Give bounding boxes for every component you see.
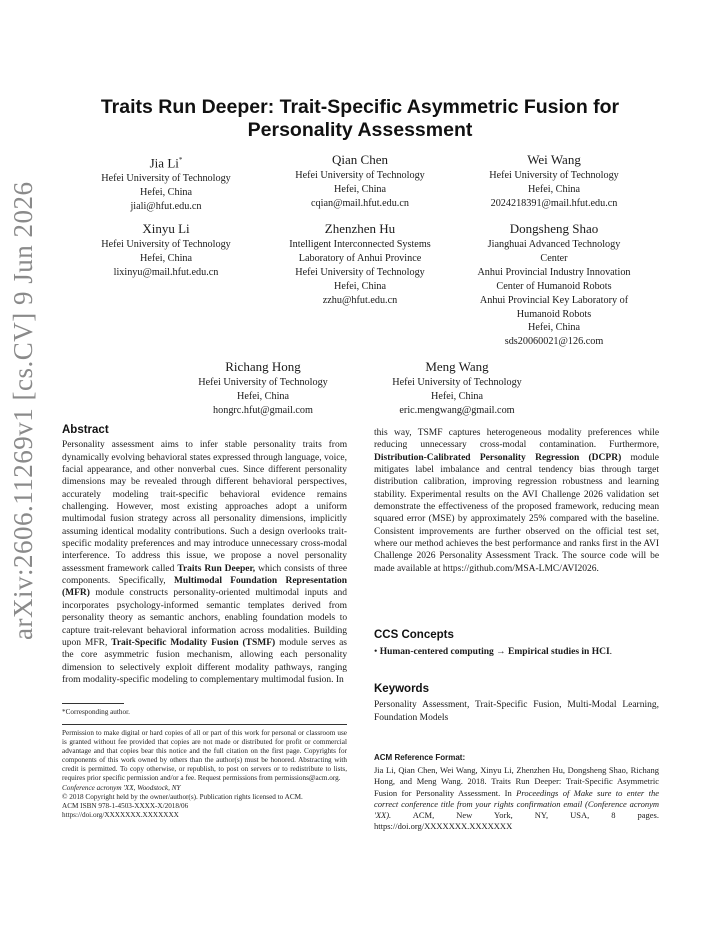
author-name: Zhenzhen Hu <box>324 221 396 236</box>
affiliation: Hefei University of Technology <box>198 377 328 388</box>
keywords-heading: Keywords <box>374 683 429 695</box>
location: Hefei, China <box>430 390 484 402</box>
email: eric.mengwang@gmail.com <box>399 404 515 416</box>
affiliation: Jianghuai Advanced Technology <box>487 239 621 250</box>
acm-reference-section <box>374 752 659 832</box>
email: jiali@hfut.edu.cn <box>130 201 202 213</box>
author-name: Wei Wang <box>527 152 581 167</box>
author-wei-wang <box>464 152 644 211</box>
title-line-1: Traits Run Deeper: Trait-Specific Asymmetric Fusion for <box>100 96 620 118</box>
abstract-body-left: Personality assessment aims to infer stable personality traits from dynamically evolving behavioral states expressed through language, voice, facial appearance, and other nonverbal cues. Since different personality dimensions may be revealed through different behavioral perspectives, accurately modeling trait-specific behavioral evidence remains challenging. However, most existing approaches adopt a uniform multimodal fusion strategy across all personality dimensions, implicitly assuming identical modality contributions. Such a design overlooks trait-specific modality preferences and may introduce unnecessary cross-modal interference. To address this issue, we propose a novel personality assessment framework called Traits Run Deeper, which consists of three components. Specifically, Multimodal Foundation Representation (MFR) module constructs personality-oriented multimodal inputs and incorporates psychology-informed semantic templates derived from personality theory as semantic anchors, enabling foundation models to capture trait-relevant behavioral information across modalities. Building upon MFR, Trait-Specific Modality Fusion (TSMF) module serves as the core asymmetric fusion mechanism, allowing each personality dimension to selectively exploit different modality pathways, ranging from modality-specific modeling to complementary multimodal fusion. In <box>62 440 348 685</box>
location: Hefei, China <box>333 280 387 292</box>
title-line-2: Personality Assessment <box>247 119 473 141</box>
author-xinyu-li <box>76 221 256 280</box>
affiliation: Laboratory of Anhui Province <box>298 252 422 264</box>
keywords-text: Personality Assessment, Trait-Specific Fusion, Multi-Modal Learning, Foundation Models <box>374 700 659 723</box>
ccs-section: CCS Concepts • Human-centered computing → Empirical studies in HCI. <box>374 629 659 659</box>
email: lixinyu@mail.hfut.edu.cn <box>113 266 219 278</box>
ccs-concept: Human-centered computing → Empirical studies in HCI <box>379 647 610 658</box>
affiliation: Hefei University of Technology <box>392 377 522 388</box>
affiliation: Anhui Provincial Key Laboratory of <box>479 294 629 306</box>
author-richang-hong <box>173 359 353 418</box>
doi-line: https://doi.org/XXXXXXX.XXXXXXX <box>62 810 179 819</box>
footnote-rule <box>62 703 124 704</box>
author-name: Jia Li* <box>149 155 183 171</box>
abstract-heading: Abstract <box>62 424 109 436</box>
author-name: Qian Chen <box>332 152 388 167</box>
keywords-section <box>374 683 659 724</box>
affiliation: Center <box>540 252 568 264</box>
email: hongrc.hfut@gmail.com <box>213 404 313 416</box>
location: Hefei, China <box>139 187 193 199</box>
conference-line: Conference acronym 'XX, Woodstock, NY <box>62 783 181 792</box>
affiliation: Intelligent Interconnected Systems <box>289 239 431 250</box>
location: Hefei, China <box>333 183 387 195</box>
permission-text: Permission to make digital or hard copies of all or part of this work for personal or classroom use is granted without fee provided that copies are not made or distributed for profit or commercial advantage and that copies bear this notice and the full citation on the first page. Copyrights for components of this work owned by others than the author(s) must be honored. Abstracting with credit is permitted. To copy otherwise, or republish, to post on servers or to redistribute to lists, requires prior specific permission and/or a fee. Request permissions from permissions@acm.org. <box>62 729 347 783</box>
author-jia-li <box>76 152 256 214</box>
affiliation: Hefei University of Technology <box>295 170 425 181</box>
permission-rule <box>62 724 347 725</box>
acm-reference-heading: ACM Reference Format: <box>374 753 466 762</box>
author-name: Richang Hong <box>225 359 301 374</box>
author-name: Meng Wang <box>425 359 489 374</box>
affiliation: Hefei University of Technology <box>295 266 425 278</box>
author-name: Dongsheng Shao <box>509 221 599 236</box>
acm-reference-text: Jia Li, Qian Chen, Wei Wang, Xinyu Li, Zhenzhen Hu, Dongsheng Shao, Richang Hong, and Meng Wang. 2018. Traits Run Deeper: Trait-Specific Asymmetric Fusion for Personality Assessment. In Proceedings of Make sure to enter the correct conference title from your rights confirmation email (Conference acronym 'XX). ACM, New York, NY, USA, 8 pages. https://doi.org/XXXXXXX.XXXXXXX <box>374 765 659 832</box>
email: zzhu@hfut.edu.cn <box>322 294 398 306</box>
location: Hefei, China <box>236 390 290 402</box>
isbn-line: ACM ISBN 978-1-4503-XXXX-X/2018/06 <box>62 801 189 810</box>
paper-title <box>60 96 660 142</box>
ccs-heading: CCS Concepts <box>374 629 454 641</box>
affiliation: Hefei University of Technology <box>489 170 619 181</box>
author-meng-wang <box>367 359 547 418</box>
location: Hefei, China <box>139 252 193 264</box>
abstract-body-right: this way, TSMF captures heterogeneous modality preferences while reducing unnecessary cross-modal contamination. Furthermore, Distribution-Calibrated Personality Regression (DCPR) module mitigates label imbalance and central tendency bias through target distribution calibration, improving regression robustness and learning stability. Experimental results on the AVI Challenge 2026 validation set demonstrate the effectiveness of the proposed framework, reducing mean squared error (MSE) by approximately 25% compared with the baseline. Consistent improvements are further observed on the official test set, where our method achieves the best performance and ranks first in the AVI Challenge 2026 Personality Assessment Track. The source code will be made available at https://github.com/MSA-LMC/AVI2026. <box>374 428 660 574</box>
affiliation: Hefei University of Technology <box>101 239 231 250</box>
location: Hefei, China <box>527 183 581 195</box>
email: cqian@mail.hfut.edu.cn <box>311 197 409 209</box>
affiliation: Anhui Provincial Industry Innovation <box>477 266 631 278</box>
email: 2024218391@mail.hfut.edu.cn <box>490 197 618 209</box>
author-name: Xinyu Li <box>142 221 190 236</box>
arxiv-stamp: arXiv:2606.11269v1 [cs.CV] 9 Jun 2026 <box>8 181 38 640</box>
author-zhenzhen-hu <box>270 221 450 308</box>
email: sds20060021@126.com <box>504 336 604 348</box>
permission-block <box>62 729 347 820</box>
author-qian-chen <box>270 152 450 211</box>
copyright-line: © 2018 Copyright held by the owner/author(s). Publication rights licensed to ACM. <box>62 792 303 801</box>
abstract-section <box>62 424 347 686</box>
author-dongsheng-shao <box>454 221 654 349</box>
affiliation: Hefei University of Technology <box>101 173 231 185</box>
location: Hefei, China <box>527 322 581 334</box>
affiliation: Humanoid Robots <box>516 308 592 320</box>
affiliation: Center of Humanoid Robots <box>496 280 612 292</box>
footnote: *Corresponding author. <box>62 708 130 716</box>
